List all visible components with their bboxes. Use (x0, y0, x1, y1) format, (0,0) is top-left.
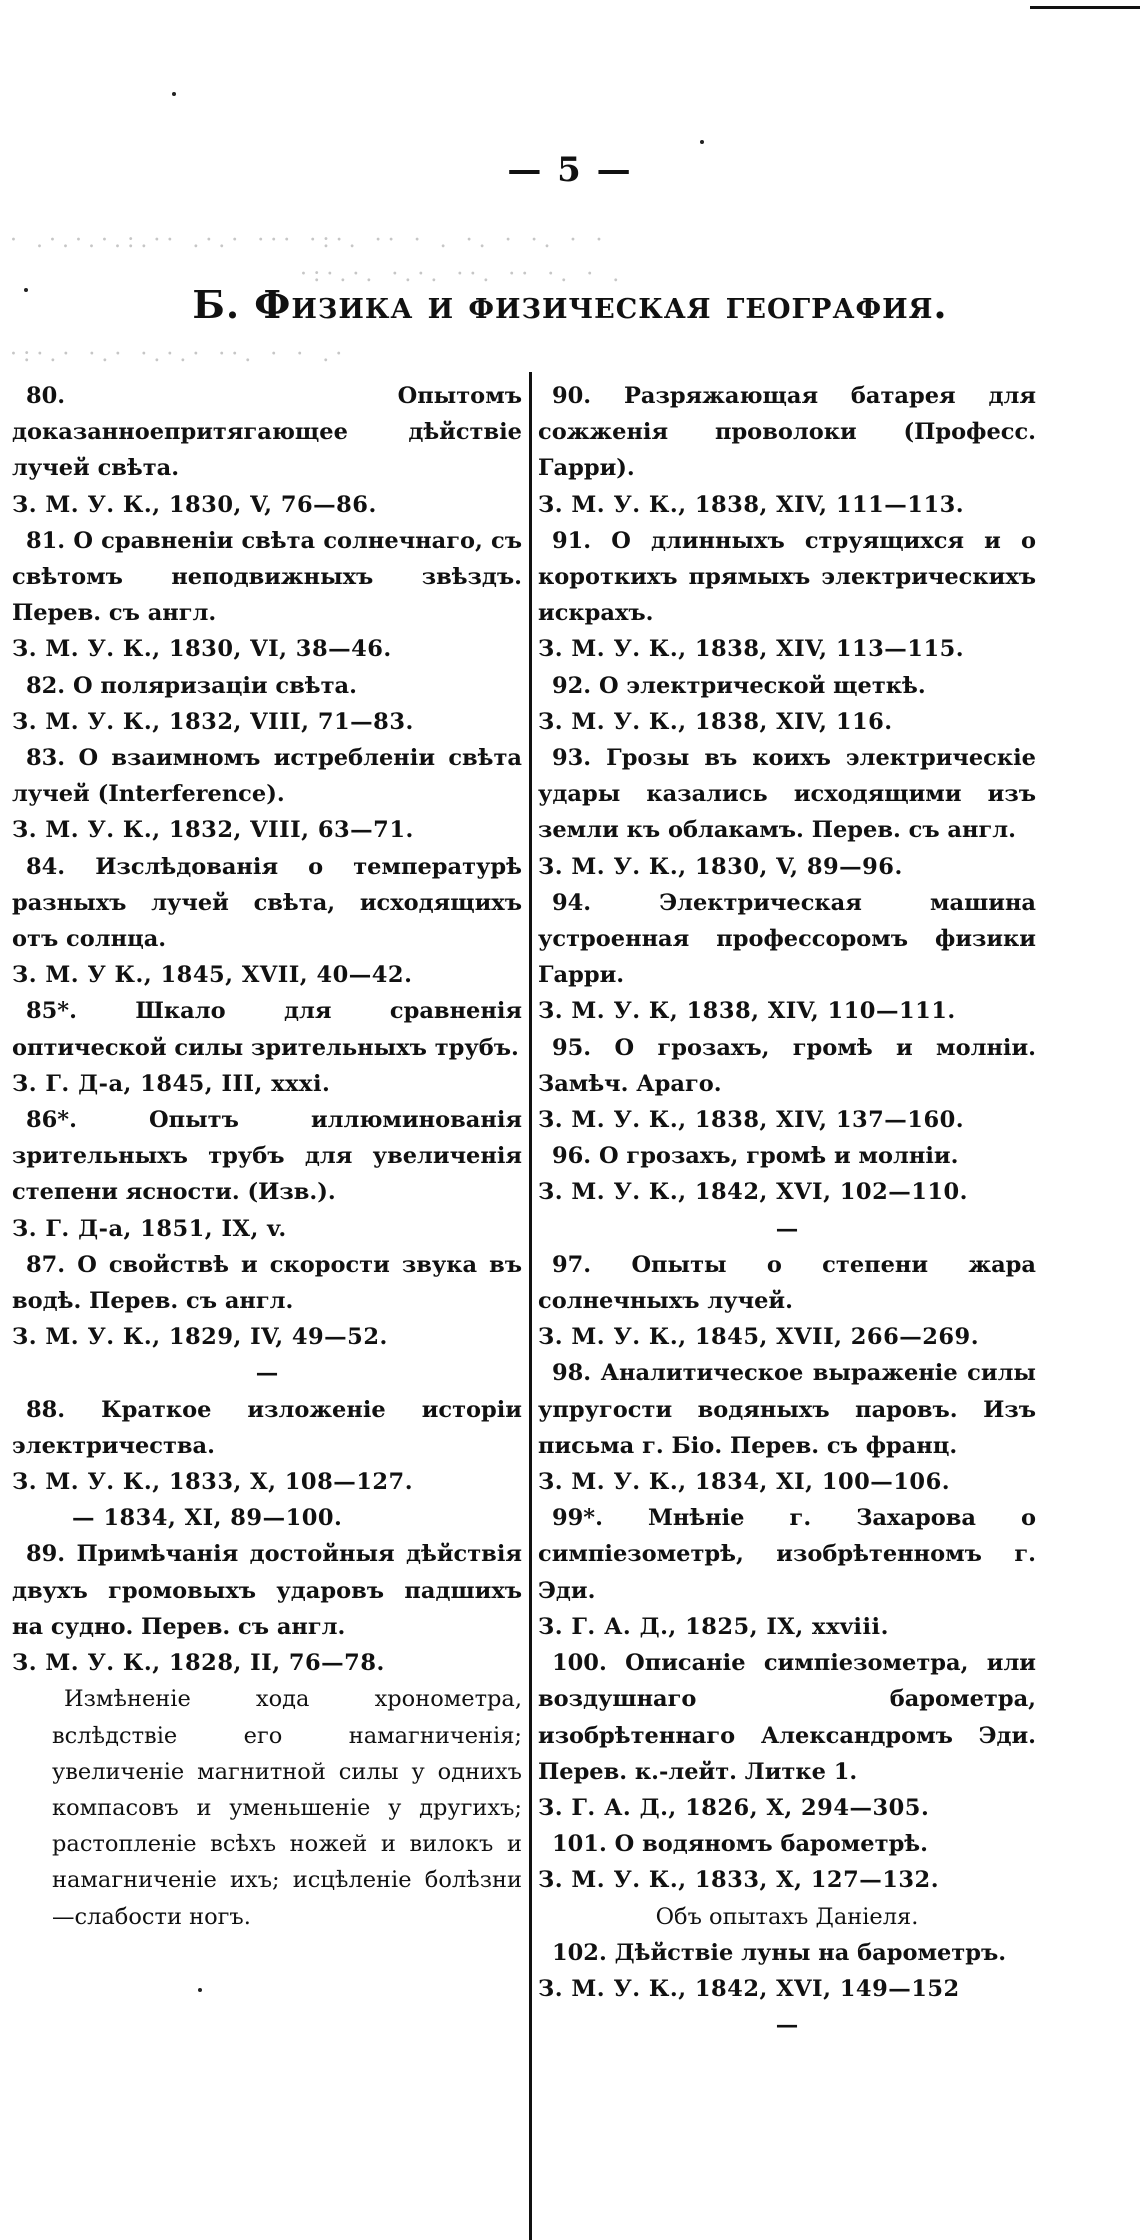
entry-title: 102. Дѣйствіе луны на барометръ. (552, 1939, 1007, 1966)
entry-reference: З. М. У. К., 1842, XVI, 149—152 (538, 1975, 960, 2002)
catalog-entry (538, 740, 1036, 885)
bleed-through-text-2: ·:·.·. ·.·. ··. ·· ·. · . (300, 262, 626, 287)
entry-title: 89. Примѣчанія достойныя дѣйствія двухъ громовыхъ ударовъ падшихъ на судно. Перев. съ англ. (12, 1541, 522, 1640)
catalog-entry (538, 1645, 1036, 1826)
entry-title: 98. Аналитическое выраженіе силы упругости водяныхъ паровъ. Изъ письма г. Біо. Перев. съ франц. (538, 1360, 1036, 1459)
print-speck (172, 92, 176, 96)
entry-reference: З. М. У. К., 1838, XIV, 111—113. (538, 491, 965, 518)
section-heading (0, 282, 1140, 327)
entry-title: 80. Опытомъ доказанноепритягающее дѣйствіе лучей свѣта. (12, 383, 522, 482)
entry-title: 87. О свойствѣ и скорости звука въ водѣ. Перев. съ англ. (12, 1251, 522, 1315)
entry-title: 90. Разряжающая батарея для сожженія проволоки (Професс. Гарри). (538, 383, 1036, 482)
catalog-entry (538, 378, 1036, 523)
entry-reference: З. М. У. К., 1829, IV, 49—52. (12, 1324, 388, 1351)
entry-title: 101. О водяномъ барометрѣ. (552, 1831, 928, 1858)
entry-reference: З. М. У. К., 1830, V, 76—86. (12, 491, 377, 518)
catalog-entry (538, 1247, 1036, 1356)
entry-title: 96. О грозахъ, громѣ и молніи. (552, 1143, 959, 1170)
entry-title: 94. Электрическая машина устроенная профессоромъ физики Гарри. (538, 889, 1036, 989)
entry-title: 92. О электрической щеткѣ. (552, 672, 926, 699)
dash-separator: — (775, 1215, 799, 1242)
entry-note: Объ опытахъ Даніеля. (655, 1903, 919, 1930)
entry-title: 99*. Мнѣніе г. Захарова о симпіезометрѣ, изобрѣтенномъ г. Эди. (538, 1505, 1036, 1604)
entry-title: 82. О поляризаціи свѣта. (26, 672, 357, 699)
section-heading-text: Физика и физическая география. (254, 282, 948, 327)
print-speck (24, 288, 28, 292)
print-speck (198, 1988, 202, 1992)
entry-reference: З. М. У. К., 1833, X, 108—127. (12, 1469, 414, 1496)
catalog-entry (538, 668, 1036, 740)
catalog-entry (12, 1102, 522, 1247)
entry-title: 97. Опыты о степени жара солнечныхъ лучей. (538, 1251, 1036, 1315)
entry-title: 81. О сравненіи свѣта солнечнаго, съ свѣтомъ неподвижныхъ звѣздъ. Перев. съ англ. (12, 527, 522, 627)
page-number: — 5 — (507, 150, 633, 190)
entry-reference: З. М. У. К., 1828, II, 76—78. (12, 1650, 385, 1677)
catalog-entry (12, 1247, 522, 1392)
entry-reference: З. М. У. К., 1845, XVII, 266—269. (538, 1324, 980, 1351)
entry-reference: З. М. У. К., 1838, XIV, 113—115. (538, 636, 965, 663)
column-divider (529, 372, 532, 2240)
catalog-entry (538, 523, 1036, 668)
entry-reference: З. М. У. К., 1832, VIII, 71—83. (12, 708, 414, 735)
catalog-entry (12, 523, 522, 668)
catalog-entry (538, 885, 1036, 1030)
catalog-entry (538, 1935, 1036, 2044)
entry-note: Измѣненіе хода хронометра, вслѣдствіе его намагниченія; увеличеніе магнитной силы у однихъ компасовъ и уменьшеніе у другихъ; растопленіе всѣхъ ножей и вилокъ и намагниченіе ихъ; исцѣленіе болѣзни—слабости ногъ. (52, 1686, 522, 1930)
catalog-entry (538, 1030, 1036, 1139)
entry-reference: З. Г. А. Д., 1826, X, 294—305. (538, 1794, 930, 1821)
catalog-entry (538, 1826, 1036, 1935)
catalog-entry (12, 740, 522, 849)
catalog-entry (538, 1355, 1036, 1500)
entry-title: 85*. Шкало для сравненія оптической силы зрительныхъ трубъ. (12, 998, 522, 1061)
entry-title: 91. О длинныхъ струящихся и о короткихъ прямыхъ электрическихъ искрахъ. (538, 527, 1036, 627)
bleed-through-text-3: ·:·.· ·.· ·.·.· ··. · · .· (10, 342, 349, 367)
entry-title: 95. О грозахъ, громѣ и молніи. Замѣч. Араго. (538, 1034, 1036, 1097)
section-heading-prefix: Б. (192, 282, 241, 327)
entry-title: 88. Краткое изложеніе исторіи электричества. (12, 1396, 522, 1459)
entry-title: 83. О взаимномъ истребленіи свѣта лучей (Interference). (12, 745, 522, 808)
catalog-entry (12, 1536, 522, 1934)
entry-title: 100. Описаніе симпіезометра, или воздушнаго барометра, изобрѣтеннаго Александромъ Эди. Перев. к.-лейт. Литке 1. (538, 1650, 1036, 1785)
entry-reference: З. Г. А. Д., 1825, IX, xxviii. (538, 1613, 889, 1640)
entry-reference-continued: — 1834, XI, 89—100. (72, 1505, 343, 1532)
left-column (12, 378, 522, 1935)
entry-reference: З. М. У. К., 1833, X, 127—132. (538, 1867, 940, 1894)
entry-reference: З. М. У К., 1845, XVII, 40—42. (12, 962, 413, 989)
entry-reference: З. М. У. К, 1838, XIV, 110—111. (538, 998, 956, 1025)
catalog-entry (538, 1138, 1036, 1247)
bleed-through-text-1: · .·.·.·.:.·· .·.· ··· ·:·. ·· · . ·. · ·. · · (10, 228, 609, 253)
entry-reference: З. М. У. К., 1830, VI, 38—46. (12, 636, 392, 663)
dash-separator: — (255, 1360, 279, 1387)
catalog-entry (12, 378, 522, 523)
print-speck (700, 140, 704, 144)
entry-reference: З. М. У. К., 1834, XI, 100—106. (538, 1469, 951, 1496)
catalog-entry (538, 1500, 1036, 1645)
entry-reference: З. М. У. К., 1838, XIV, 137—160. (538, 1107, 965, 1134)
entry-reference: З. М. У. К., 1838, XIV, 116. (538, 708, 893, 735)
entry-title: 93. Грозы въ коихъ электрическіе удары казались исходящими изъ земли къ облакамъ. Перев. съ англ. (538, 745, 1036, 844)
right-column (538, 378, 1036, 2043)
entry-reference: З. Г. Д-а, 1851, IX, v. (12, 1215, 287, 1242)
catalog-entry (12, 668, 522, 740)
catalog-entry (12, 993, 522, 1102)
entry-title: 84. Изслѣдованія о температурѣ разныхъ лучей свѣта, исходящихъ отъ солнца. (12, 853, 522, 953)
top-rule (1030, 6, 1140, 9)
entry-reference: З. М. У. К., 1832, VIII, 63—71. (12, 817, 414, 844)
entry-reference: З. М. У. К., 1830, V, 89—96. (538, 853, 903, 880)
entry-title: 86*. Опытъ иллюминованія зрительныхъ трубъ для увеличенія степени ясности. (Изв.). (12, 1107, 522, 1206)
catalog-entry (12, 1392, 522, 1537)
dash-separator: — (775, 2012, 799, 2039)
entry-reference: З. Г. Д-а, 1845, III, xxxi. (12, 1070, 331, 1097)
catalog-entry (12, 849, 522, 994)
entry-reference: З. М. У. К., 1842, XVI, 102—110. (538, 1179, 969, 1206)
